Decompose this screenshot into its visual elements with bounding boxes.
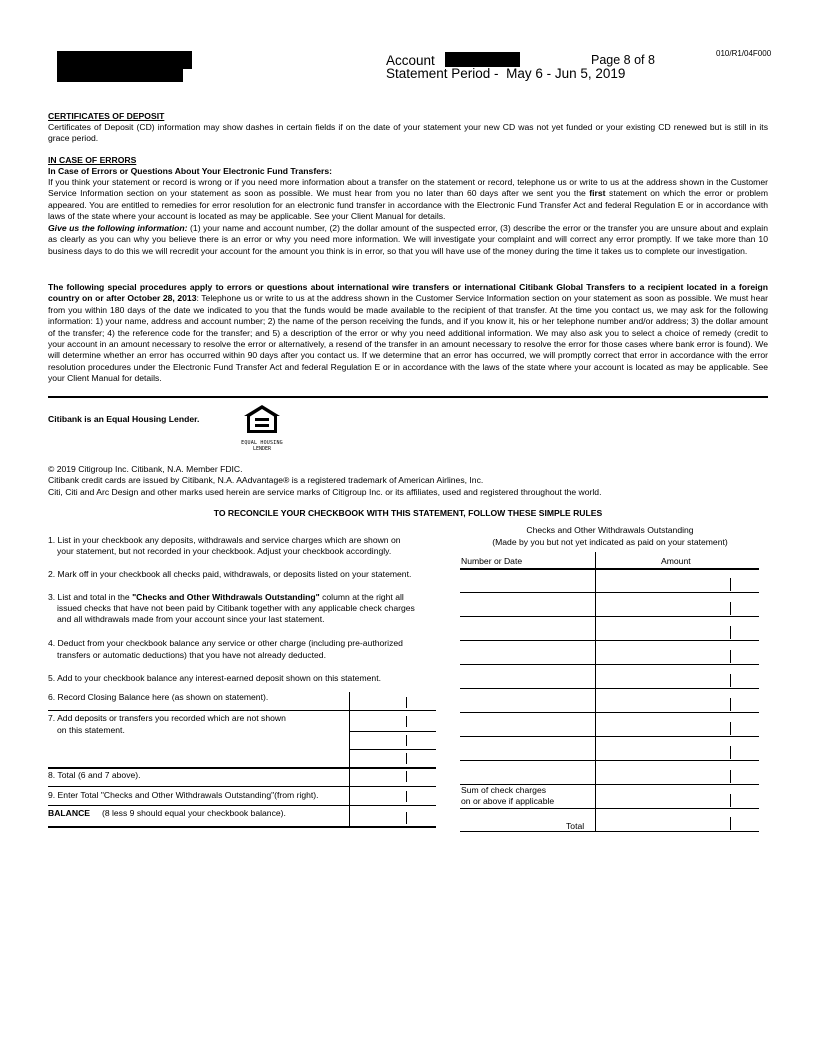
errors-heading: IN CASE OF ERRORS: [48, 155, 137, 165]
amount-cents-tick-4: [730, 650, 731, 663]
table-top-line: [460, 568, 759, 570]
table-divider: [595, 552, 596, 832]
amount-cents-tick-7: [730, 722, 731, 735]
table-row-line-8: [460, 760, 759, 761]
errors-paragraph-2: [48, 223, 768, 257]
left-form-vline-1: [349, 692, 350, 828]
errors-p3-body: : Telephone us or write to us at the address shown in the Customer Service Information section on your statement as soon as possible. We must hear from you within 180 days of the date we indicated to you that the funds would be made available to the recipient of that transfer. At the time you contact us, we may ask for the following information: 1) your name, address and account number; 2) the name of the person receiving the funds, and if you know it, his or her telephone number and/or address; 3) the dollar amount of the transfer; 4) the reference code for the transfer; and 5) a description of the error or why you need additional information. We may also ask you to select a choice of remedy (credit to your account in an amount necessary to resolve the error or alternatively, a resend of the transfer in an amount necessary to resolve the error for those cases where bank error is found). We will determine whether an error has occurred within 90 days after you contact us. If we determine that an error has occurred, we will promptly correct that error in accordance with the error resolution procedures under the Electronic Fund Transfer Act and federal Regulation E or in accordance with the laws of the state where your account is located as may be applicable. See your Client Manual for details.: [48, 293, 768, 384]
left-form-line-7b: [349, 749, 436, 750]
redaction-account-number: [445, 52, 520, 67]
redaction-address: [57, 66, 183, 82]
step-3a-text: 3. List and total in the: [48, 592, 133, 602]
cd-heading: CERTIFICATES OF DEPOSIT: [48, 111, 165, 121]
left-form-vline-5: [406, 753, 407, 764]
balance-row: [48, 808, 286, 819]
left-form-line-9: [48, 805, 436, 806]
errors-p3-lead: The following special procedures apply to errors or questions about international wire transfers or international Citibank Global Transfers to a recipient located in a foreign country on or after October 28, 2013: [48, 282, 768, 304]
statement-period: [386, 67, 625, 81]
step-8: 8. Total (6 and 7 above).: [48, 770, 141, 780]
statement-period-label: Statement Period -: [386, 66, 499, 81]
sum-of-check-charges-b: on or above if applicable: [461, 796, 555, 806]
sum-of-check-charges-a: Sum of check charges: [461, 785, 547, 795]
step-4b: transfers or automatic deductions) that you have not already deducted.: [57, 650, 326, 660]
table-row-line-7: [460, 736, 759, 737]
step-7b: on this statement.: [57, 725, 125, 735]
amount-cents-tick-5: [730, 674, 731, 687]
left-form-line-7c: [48, 767, 436, 769]
table-row-line-2: [460, 616, 759, 617]
amount-cents-tick-3: [730, 626, 731, 639]
errors-p2-body: (1) your name and account number, (2) the dollar amount of the suspected error, (3) describe the error or the transfer you are unsure about and explain as clearly as you can why you believe there is an error or why you need more information. We will investigate your complaint and will correct any error promptly. If we take more than 10 business days to do this we will recredit your account for the amount you think is in error, so that you will have use of the money during the time it takes us to complete our investigation.: [48, 223, 768, 256]
balance-note: (8 less 9 should equal your checkbook balance).: [101, 808, 286, 818]
amount-cents-tick-11: [730, 817, 731, 830]
table-row-line-3: [460, 640, 759, 641]
left-form-vline-3: [406, 716, 407, 727]
reconcile-heading: TO RECONCILE YOUR CHECKBOOK WITH THIS STATEMENT, FOLLOW THESE SIMPLE RULES: [213, 508, 603, 518]
total-label: Total: [566, 821, 585, 831]
left-form-line-balance: [48, 826, 436, 828]
col-number-or-date: Number or Date: [461, 556, 523, 566]
step-3a-tail: column at the right all: [319, 592, 404, 602]
left-form-line-6: [48, 710, 436, 711]
amount-cents-tick-1: [730, 578, 731, 591]
step-3a: [48, 592, 404, 603]
equal-housing-logo-line2: LENDER: [252, 446, 272, 452]
errors-subheading: In Case of Errors or Questions About Your Electronic Fund Transfers:: [48, 166, 332, 176]
table-row-line-4: [460, 664, 759, 665]
left-form-vline-8: [406, 812, 407, 824]
form-code: 010/R1/04F000: [716, 49, 772, 58]
table-row-line-10: [460, 808, 759, 809]
amount-cents-tick-6: [730, 698, 731, 711]
left-form-vline-4: [406, 735, 407, 746]
left-form-vline-7: [406, 791, 407, 802]
step-3d: and all withdrawals made from your account since your last statement.: [57, 614, 325, 624]
page-number: Page 8 of 8: [591, 53, 655, 67]
amount-cents-tick-2: [730, 602, 731, 615]
table-row-line-5: [460, 688, 759, 689]
step-3c: issued checks that have not been paid by Citibank together with any applicable check charges: [57, 603, 415, 613]
step-4a: 4. Deduct from your checkbook balance any service or other charge (including pre-authorized: [48, 638, 403, 648]
step-3a-bold: "Checks and Other Withdrawals Outstanding": [132, 592, 320, 602]
amount-cents-tick-8: [730, 746, 731, 759]
errors-p1-b: statement on which the error or problem appeared. You are entitled to remedies for error resolution for an electronic fund transfer in accordance with the Electronic Fund Transfer Act and federal Regulation E or in accordance with laws of the state where your account is located as may be applicable. See your Client Manual for details.: [48, 188, 768, 222]
legal-line-2: Citibank credit cards are issued by Citibank, N.A. AAdvantage® is a registered trademark of American Airlines, Inc.: [48, 475, 484, 485]
errors-paragraph-1: [48, 177, 768, 223]
step-7a: 7. Add deposits or transfers you recorded which are not shown: [48, 713, 286, 723]
errors-paragraph-3: [48, 282, 768, 385]
equal-housing-icon: [236, 403, 288, 435]
step-6: 6. Record Closing Balance here (as shown on statement).: [48, 692, 269, 702]
table-row-line-6: [460, 712, 759, 713]
errors-p2-lead: Give us the following information:: [48, 223, 188, 233]
account-label: Account: [386, 53, 435, 68]
errors-p1-first: first: [589, 188, 606, 199]
left-form-vline-6: [406, 771, 407, 782]
equal-housing-logo-line1: EQUAL HOUSING: [241, 440, 283, 446]
outstanding-title: Checks and Other Withdrawals Outstanding: [526, 525, 694, 535]
col-amount: Amount: [661, 556, 691, 566]
balance-label: BALANCE: [48, 808, 91, 818]
outstanding-subtitle: (Made by you but not yet indicated as paid on your statement): [492, 537, 728, 547]
table-bottom-line: [460, 831, 759, 832]
step-5: 5. Add to your checkbook balance any interest-earned deposit shown on this statement.: [48, 673, 381, 683]
table-row-line-1: [460, 592, 759, 593]
step-2: 2. Mark off in your checkbook all checks paid, withdrawals, or deposits listed on your statement.: [48, 569, 412, 579]
step-1b: your statement, but not recorded in your checkbook. Adjust your checkbook accordingly.: [57, 546, 392, 556]
legal-line-1: © 2019 Citigroup Inc. Citibank, N.A. Member FDIC.: [48, 464, 243, 474]
step-9: 9. Enter Total "Checks and Other Withdrawals Outstanding"(from right).: [48, 790, 319, 800]
statement-period-value: May 6 - Jun 5, 2019: [506, 66, 626, 81]
step-1a: 1. List in your checkbook any deposits, withdrawals and service charges which are shown on: [48, 535, 401, 545]
legal-line-3: Citi, Citi and Arc Design and other marks used herein are service marks of Citigroup Inc. or its affiliates, used and registered throughout the world.: [48, 487, 602, 497]
equal-housing-text: Citibank is an Equal Housing Lender.: [48, 414, 200, 424]
left-form-vline-2: [406, 697, 407, 708]
amount-cents-tick-9: [730, 770, 731, 783]
section-divider: [48, 396, 768, 398]
equal-housing-logo: [236, 403, 288, 452]
cd-body: Certificates of Deposit (CD) information may show dashes in certain fields if on the date of your statement your new CD was not yet funded or your existing CD renewed but is still in its grace period.: [48, 122, 768, 144]
amount-cents-tick-10: [730, 794, 731, 807]
left-form-line-8: [48, 786, 436, 787]
errors-p1-a: If you think your statement or record is wrong or if you need more information about a transfer on the statement or record, telephone us or write to us at the address shown in the Customer Service Information section on your statement as soon as possible. We must hear from you no later than 60 days after we sent you the: [48, 177, 768, 199]
left-form-line-7a: [349, 731, 436, 732]
